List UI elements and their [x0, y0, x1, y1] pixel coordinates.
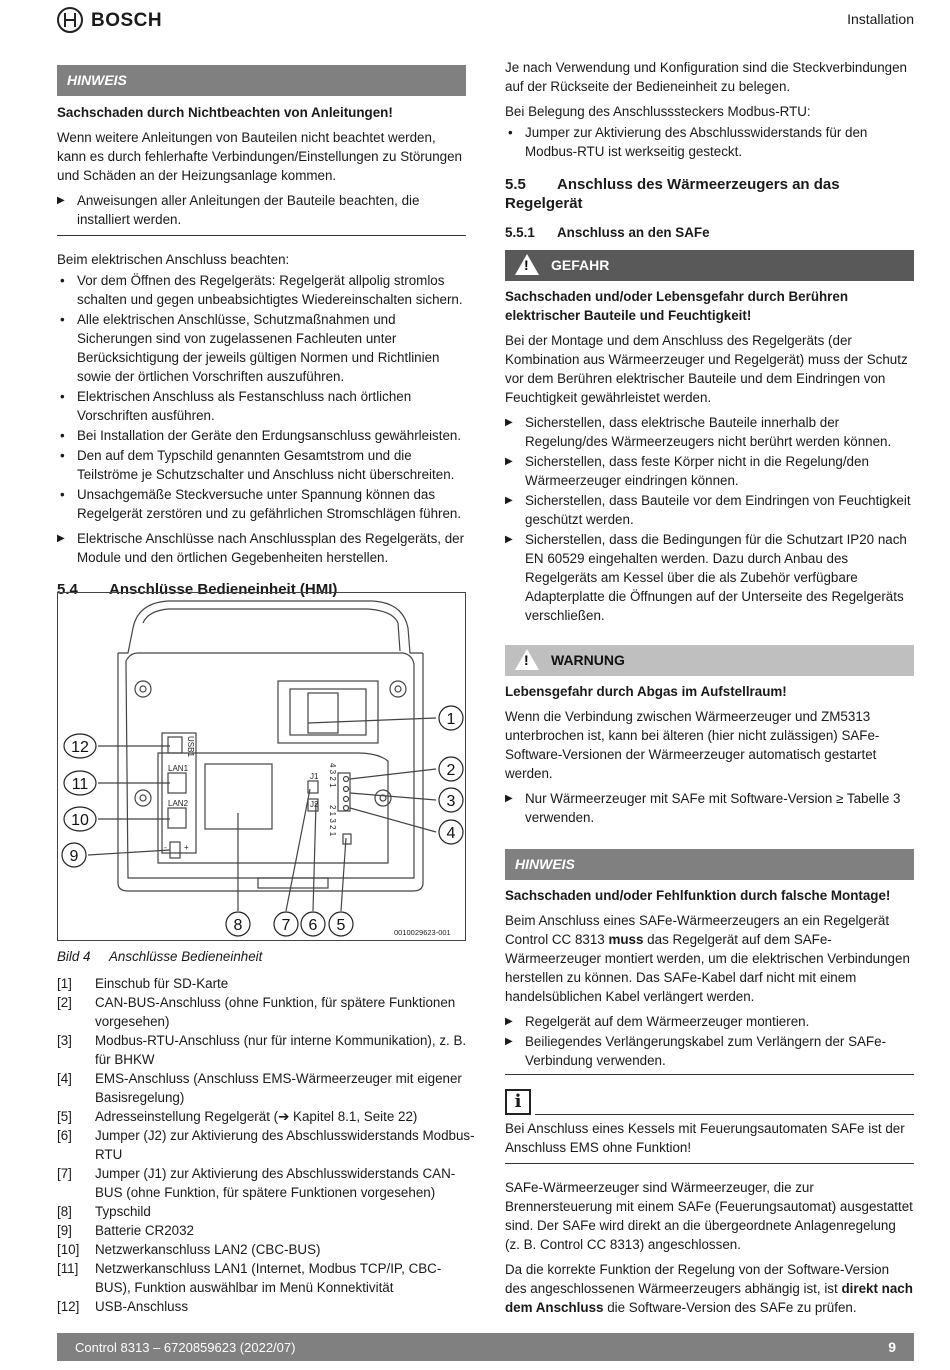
modbus-intro: Bei Belegung des Anschlusssteckers Modbus-RTU: — [505, 104, 811, 119]
figure-legend — [57, 974, 477, 1316]
action-item: ▶ Elektrische Anschlüsse nach Anschlussplan des Regelgeräts, der Module und den örtlichen Gegebenheiten herstellen. — [57, 529, 466, 567]
hmi-diagram — [58, 593, 465, 940]
j1-label: J1 — [310, 772, 319, 781]
action-item: ▶ Nur Wärmeerzeuger mit SAFe mit Software-Version ≥ Tabelle 3 verwenden. — [505, 789, 914, 827]
page-number: 9 — [888, 1339, 896, 1355]
section-header: Installation — [847, 11, 914, 27]
battery-minus: - — [164, 843, 167, 852]
terminal-numbers-bottom: 2 1 3 2 1 — [328, 805, 337, 837]
callout-number: 1 — [446, 711, 456, 728]
legend-key: [11] — [57, 1261, 79, 1276]
warning-text: Wenn die Verbindung zwischen Wärmeerzeuger und ZM5313 unterbrochen ist, kann bei älteren (hier nicht zulässigen) SAFe- Software-Versionen der Wärmeerzeuger automatisch gestartet werden. — [505, 709, 880, 781]
caption-text: Anschlüsse Bedieneinheit — [109, 949, 263, 964]
modbus-bullets — [505, 123, 914, 161]
legend-key: [1] — [57, 976, 72, 991]
danger-label: GEFAHR — [551, 257, 610, 273]
divider — [57, 235, 466, 236]
danger-actions — [505, 413, 914, 625]
bullet-item: • Vor dem Öffnen des Regelgeräts: Regelgerät allpolig stromlos schalten und gegen unbeabsichtigtes Wiedereinschalten sichern. — [57, 271, 466, 309]
action-item: ▶ Sicherstellen, dass die Bedingungen für die Schutzart IP20 nach EN 60529 eingehalten werden. Dazu durch Anbau des Regelgeräts am Kessel über die als Zubehör verfügbare Adapterplatte die Öffnungen auf der Unterseite des Regelgeräts verschließen. — [505, 530, 914, 625]
warning-label: WARNUNG — [551, 652, 625, 668]
lan2-label: LAN2 — [168, 799, 189, 808]
section-title: Anschluss an den SAFe — [557, 225, 710, 240]
elec-intro: Beim elektrischen Anschluss beachten: — [57, 252, 290, 267]
info-text: Bei Anschluss eines Kessels mit Feuerungsautomaten SAFe ist der Anschluss EMS ohne Funktion! — [505, 1121, 905, 1155]
action-item: ▶ Sicherstellen, dass Bauteile vor dem Eindringen von Feuchtigkeit geschützt werden. — [505, 491, 914, 529]
warning-title: Lebensgefahr durch Abgas im Aufstellraum! — [505, 684, 787, 699]
right-column — [505, 58, 914, 1323]
callout-number: 6 — [308, 917, 318, 934]
bosch-logo — [57, 7, 162, 33]
elec-bullet-list — [57, 271, 466, 523]
callout-number: 4 — [446, 825, 456, 842]
legend-value: Jumper (J1) zur Aktivierung des Abschlusswiderstands CAN-BUS (ohne Funktion, für spätere Funktionen vorgesehen) — [95, 1166, 456, 1200]
legend-key: [6] — [57, 1128, 72, 1143]
legend-value: Jumper (J2) zur Aktivierung des Abschlusswiderstands Modbus-RTU — [95, 1128, 475, 1162]
legend-key: [4] — [57, 1071, 72, 1086]
legend-key: [8] — [57, 1204, 72, 1219]
legend-row — [57, 993, 477, 1031]
callout-number: 2 — [446, 762, 456, 779]
notice-bar — [505, 849, 914, 880]
footer-doc: Control 8313 – 6720859623 (2022/07) — [75, 1340, 296, 1355]
warning-triangle-icon: ! — [515, 254, 539, 275]
bullet-item: • Elektrischen Anschluss als Festanschluss nach örtlichen Vorschriften ausführen. — [57, 387, 466, 425]
legend-key: [9] — [57, 1223, 72, 1238]
bullet-item: • Unsachgemäße Steckversuche unter Spannung können das Regelgerät zerstören und zu gefährlichen Stromschlägen führen. — [57, 485, 466, 523]
section-number: 5.5.1 — [505, 225, 535, 240]
action-item: ▶ Anweisungen aller Anleitungen der Bauteile beachten, die installiert werden. — [57, 191, 466, 229]
legend-value: Batterie CR2032 — [95, 1223, 194, 1238]
legend-row — [57, 1031, 477, 1069]
danger-text: Bei der Montage und dem Anschluss des Regelgeräts (der Kombination aus Wärmeerzeuger und Regelgerät) muss der Schutz vor dem Berühren elektrischer Bauteile und dem Eindringen von Feuchtigkeit gewährleistet werden. — [505, 333, 908, 405]
action-item: ▶ Sicherstellen, dass elektrische Bauteile innerhalb der Regelung/des Wärmeerzeugers nicht berührt werden können. — [505, 413, 914, 451]
divider — [505, 1074, 914, 1075]
action-item: ▶ Regelgerät auf dem Wärmeerzeuger montieren. — [505, 1012, 914, 1031]
notice-label: HINWEIS — [67, 72, 127, 88]
legend-key: [5] — [57, 1109, 72, 1124]
usb-label: USB1 — [186, 736, 195, 757]
caption-number: Bild 4 — [57, 949, 91, 964]
text-part: Beim Anschluss eines SAFe-Wärmeerzeugers an ein Regelgerät Control CC 8313 — [505, 913, 890, 947]
notice-text — [505, 911, 914, 1006]
legend-value: Typschild — [95, 1204, 151, 1219]
legend-value: Einschub für SD-Karte — [95, 976, 229, 991]
section-title: Anschluss des Wärmeerzeugers an das Regelgerät — [505, 176, 840, 212]
figure-code: 0010029623-001 — [394, 928, 451, 937]
divider — [505, 1163, 914, 1164]
callout-number: 8 — [233, 917, 243, 934]
legend-row — [57, 1240, 477, 1259]
legend-row — [57, 1069, 477, 1107]
text-part: das Regelgerät auf dem SAFe-Wärmeerzeuger montiert werden, um die elektrischen Verbindungen herstellen zu können. Das SAFe-Kabel darf nicht mit einem handelsüblichen Kabel verlängert werden. — [505, 932, 910, 1004]
legend-row — [57, 1259, 477, 1297]
legend-row — [57, 1202, 477, 1221]
info-header — [505, 1089, 914, 1115]
callout-number: 12 — [71, 739, 89, 756]
footer-bar — [57, 1333, 914, 1361]
section-5-5-1-heading — [505, 223, 914, 242]
battery-plus: + — [184, 843, 189, 852]
info-line — [535, 1100, 914, 1115]
legend-value: CAN-BUS-Anschluss (ohne Funktion, für spätere Funktionen vorgesehen) — [95, 995, 456, 1029]
lan1-label: LAN1 — [168, 764, 189, 773]
notice-actions — [505, 1012, 914, 1070]
legend-row — [57, 1221, 477, 1240]
notice-actions — [57, 191, 466, 229]
legend-row — [57, 1164, 477, 1202]
j2-label: J2 — [310, 800, 319, 809]
warning-actions — [505, 789, 914, 827]
legend-key: [10] — [57, 1242, 80, 1257]
bosch-armature-icon — [57, 7, 83, 33]
callout-number: 7 — [281, 917, 291, 934]
callout-number: 11 — [71, 776, 89, 793]
warning-bar — [505, 645, 914, 676]
legend-row — [57, 1297, 477, 1316]
danger-bar — [505, 250, 914, 281]
notice-bar — [57, 65, 466, 96]
legend-value: EMS-Anschluss (Anschluss EMS-Wärmeerzeuger mit eigener Basisregelung) — [95, 1071, 462, 1105]
legend-key: [2] — [57, 995, 72, 1010]
callout-number: 10 — [71, 812, 89, 829]
intro-text: Je nach Verwendung und Konfiguration sind die Steckverbindungen auf der Rückseite der Bedieneinheit zu belegen. — [505, 60, 908, 94]
notice-text: Wenn weitere Anleitungen von Bauteilen nicht beachtet werden, kann es durch fehlerhafte Verbindungen/Einstellungen zu Störungen und Schäden an der Heizungsanlage kommen. — [57, 130, 462, 183]
left-column — [57, 58, 466, 599]
brand-name: BOSCH — [91, 9, 163, 31]
action-item: ▶ Sicherstellen, dass feste Körper nicht in die Regelung/den Wärmeerzeuger eindringen können. — [505, 452, 914, 490]
action-item: ▶ Beiliegendes Verlängerungskabel zum Verlängern der SAFe-Verbindung verwenden. — [505, 1032, 914, 1070]
legend-row — [57, 1126, 477, 1164]
bullet-item: • Alle elektrischen Anschlüsse, Schutzmaßnahmen und Sicherungen sind von zugelassenen Fachleuten unter Berücksichtigung der jeweils gültigen Normen und Richtlinien sowie der örtlichen Vorschriften auszuführen. — [57, 310, 466, 386]
info-icon: i — [505, 1089, 531, 1115]
software-paragraph — [505, 1260, 914, 1317]
bullet-item: • Bei Installation der Geräte den Erdungsanschluss gewährleisten. — [57, 426, 466, 445]
legend-key: [7] — [57, 1166, 72, 1181]
legend-key: [12] — [57, 1299, 80, 1314]
bullet-item: • Jumper zur Aktivierung des Abschlusswiderstands für den Modbus-RTU ist werkseitig gesteckt. — [505, 123, 914, 161]
callout-number: 5 — [336, 917, 346, 934]
danger-title: Sachschaden und/oder Lebensgefahr durch Berühren elektrischer Bauteile und Feuchtigkeit! — [505, 289, 849, 323]
section-title: Anschlüsse Bedieneinheit (HMI) — [109, 581, 338, 598]
figure-caption — [57, 947, 262, 966]
legend-key: [3] — [57, 1033, 72, 1048]
notice-title: Sachschaden und/oder Fehlfunktion durch falsche Montage! — [505, 888, 891, 903]
notice-title: Sachschaden durch Nichtbeachten von Anleitungen! — [57, 105, 393, 120]
legend-row — [57, 974, 477, 993]
legend-value: USB-Anschluss — [95, 1299, 189, 1314]
callout-number: 9 — [69, 848, 79, 865]
legend-value: Modbus-RTU-Anschluss (nur für interne Kommunikation), z. B. für BHKW — [95, 1033, 467, 1067]
callout-number: 3 — [446, 793, 456, 810]
section-number: 5.4 — [57, 581, 78, 598]
elec-actions — [57, 529, 466, 567]
legend-value: Adresseinstellung Regelgerät (➔ Kapitel 8.1, Seite 22) — [95, 1109, 418, 1124]
section-number: 5.5 — [505, 176, 526, 193]
legend-value: Netzwerkanschluss LAN1 (Internet, Modbus TCP/IP, CBC-BUS), Funktion auswählbar im Menü Konnektivität — [95, 1261, 442, 1295]
bullet-item: • Den auf dem Typschild genannten Gesamtstrom und die Teilströme je Schutzschalter und Anschluss nicht überschreiten. — [57, 446, 466, 484]
legend-row — [57, 1107, 477, 1126]
legend-value: Netzwerkanschluss LAN2 (CBC-BUS) — [95, 1242, 321, 1257]
safe-paragraph: SAFe-Wärmeerzeuger sind Wärmeerzeuger, die zur Brennersteuerung mit einem SAFe (Feuerungsautomat) ausgestattet sind. Der SAFe wird direkt an die übergeordnete Anlagenregelung (z. B. Control CC 8313) angeschlossen. — [505, 1180, 913, 1252]
text-emphasis: muss — [608, 932, 644, 947]
notice-label: HINWEIS — [515, 856, 575, 872]
text-part: die Software-Version des SAFe zu prüfen. — [603, 1300, 857, 1315]
hmi-connections-figure — [57, 592, 466, 941]
text-part: Da die korrekte Funktion der Regelung von der Software-Version des angeschlossenen Wärmeerzeugers abhängig ist, ist — [505, 1262, 890, 1296]
terminal-numbers-top: 4 3 2 1 — [328, 763, 337, 788]
warning-triangle-icon: ! — [515, 649, 539, 670]
section-5-5-heading — [505, 175, 914, 213]
text-emphasis: direkt nach dem Anschluss — [505, 1281, 913, 1315]
